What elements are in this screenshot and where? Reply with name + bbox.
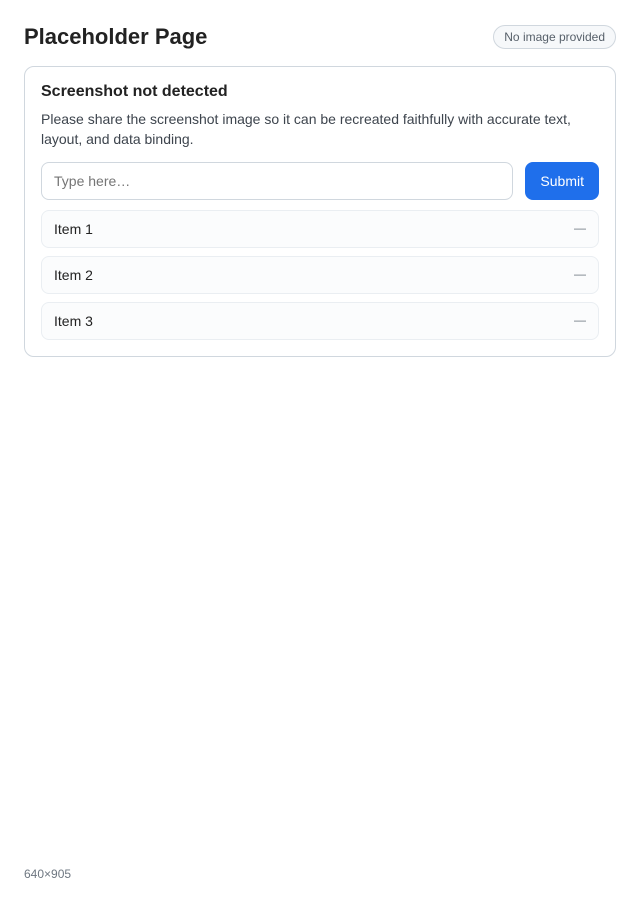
list-item[interactable]: [41, 302, 599, 340]
list-item-meta: —: [574, 312, 586, 327]
status-badge: No image provided: [493, 25, 616, 49]
info-card-heading: Screenshot not detected: [41, 83, 228, 100]
info-card-body: Please share the screenshot image so it can be recreated faithfully with accurate text, layout, and data binding.: [41, 111, 571, 148]
list-item-label: Item 2: [54, 266, 93, 283]
placeholder-list: [41, 210, 599, 340]
list-item[interactable]: [41, 210, 599, 248]
list-item-label: Item 3: [54, 312, 93, 329]
header: [24, 24, 616, 50]
page-footer: 640×905: [24, 867, 72, 881]
list-item-label: Item 1: [54, 220, 93, 237]
list-item-meta: —: [574, 220, 586, 235]
input-row: [41, 162, 599, 200]
text-input[interactable]: [41, 162, 513, 200]
list-item-meta: —: [574, 266, 586, 281]
info-card: [24, 66, 616, 357]
page-title: Placeholder Page: [24, 24, 208, 49]
list-item[interactable]: [41, 256, 599, 294]
submit-button[interactable]: Submit: [525, 162, 599, 200]
spacer: [24, 373, 616, 851]
